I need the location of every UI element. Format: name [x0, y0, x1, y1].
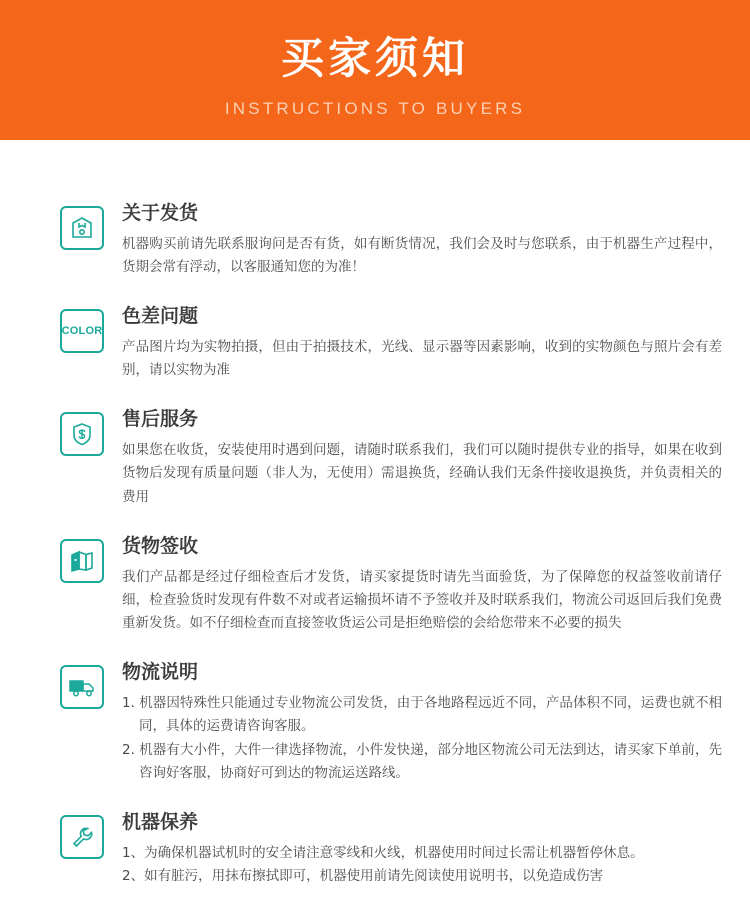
section-after-sales: [0, 408, 750, 508]
section-title: 关于发货: [122, 202, 199, 224]
truck-icon: [60, 665, 104, 709]
list-item: 1、为确保机器试机时的安全请注意零线和火线，机器使用时间过长需让机器暂停休息。: [122, 844, 644, 861]
section-title: 货物签收: [122, 534, 199, 557]
section-title: 售后服务: [122, 408, 199, 431]
section-body: [122, 305, 722, 382]
section-logistics: [0, 661, 750, 785]
dollar-shield-icon: [60, 412, 104, 456]
section-paragraph: 机器购买前请先联系服询问是否有货，如有断货情况，我们会及时与您联系，由于机器生产过程中，货期会常有浮动，以客服通知您的为准！: [122, 235, 722, 276]
section-goods-receipt: [0, 535, 750, 635]
section-body: [122, 535, 722, 635]
list-item: 2、如有脏污，用抹布擦拭即可，机器使用前请先阅读使用说明书，以免造成伤害: [122, 868, 604, 885]
section-paragraph: 产品图片均为实物拍摄，但由于拍摄技术，光线、显示器等因素影响，收到的实物颜色与照片会有差别，请以实物为准: [122, 339, 722, 379]
section-body: [122, 661, 722, 785]
section-title: 色差问题: [122, 305, 199, 328]
section-body: [122, 202, 722, 279]
section-body: [122, 811, 722, 888]
color-swatch-label: COLOR: [61, 325, 103, 338]
section-color-difference: [0, 305, 750, 382]
wrench-icon: [60, 815, 104, 859]
section-paragraph: 我们产品都是经过仔细检查后才发货，请买家提货时请先当面验货，为了保障您的权益签收前请仔细，检查验货时发现有件数不对或者运输损坏请不予签收并及时联系我们，物流公司返回后我们免费重新发货。如不仔细检查而直接签收货运公司是拒绝赔偿的会给您带来不必要的损失: [122, 568, 722, 632]
color-swatch-icon: [60, 309, 104, 353]
page-header: [0, 0, 750, 140]
page-title: 买家须知: [281, 34, 469, 85]
section-list: [122, 692, 722, 785]
section-body: [122, 408, 722, 508]
parcel-check-icon: [60, 539, 104, 583]
section-title: 机器保养: [122, 811, 199, 834]
section-shipping: [0, 202, 750, 279]
list-item: 1. 机器因特殊性只能通过专业物流公司发货，由于各地路程远近不同，产品体积不同，运费也就不相同，具体的运费请咨询客服。: [122, 695, 722, 735]
package-box-icon: [60, 206, 104, 250]
section-paragraph: 如果您在收货，安装使用时遇到问题，请随时联系我们，我们可以随时提供专业的指导，如果在收到货物后发现有质量问题（非人为，无使用）需退换货，经确认我们无条件接收退换货，并负责相关的费用: [122, 442, 722, 505]
instructions-content: [0, 140, 750, 888]
list-item: 2. 机器有大小件，大件一律选择物流，小件发快递，部分地区物流公司无法到达，请买家下单前，先咨询好客服，协商好可到达的物流运送路线。: [122, 741, 722, 781]
section-list: [122, 842, 722, 888]
section-title: 物流说明: [122, 661, 199, 684]
page-subtitle: INSTRUCTIONS TO BUYERS: [224, 98, 526, 118]
section-maintenance: [0, 811, 750, 888]
